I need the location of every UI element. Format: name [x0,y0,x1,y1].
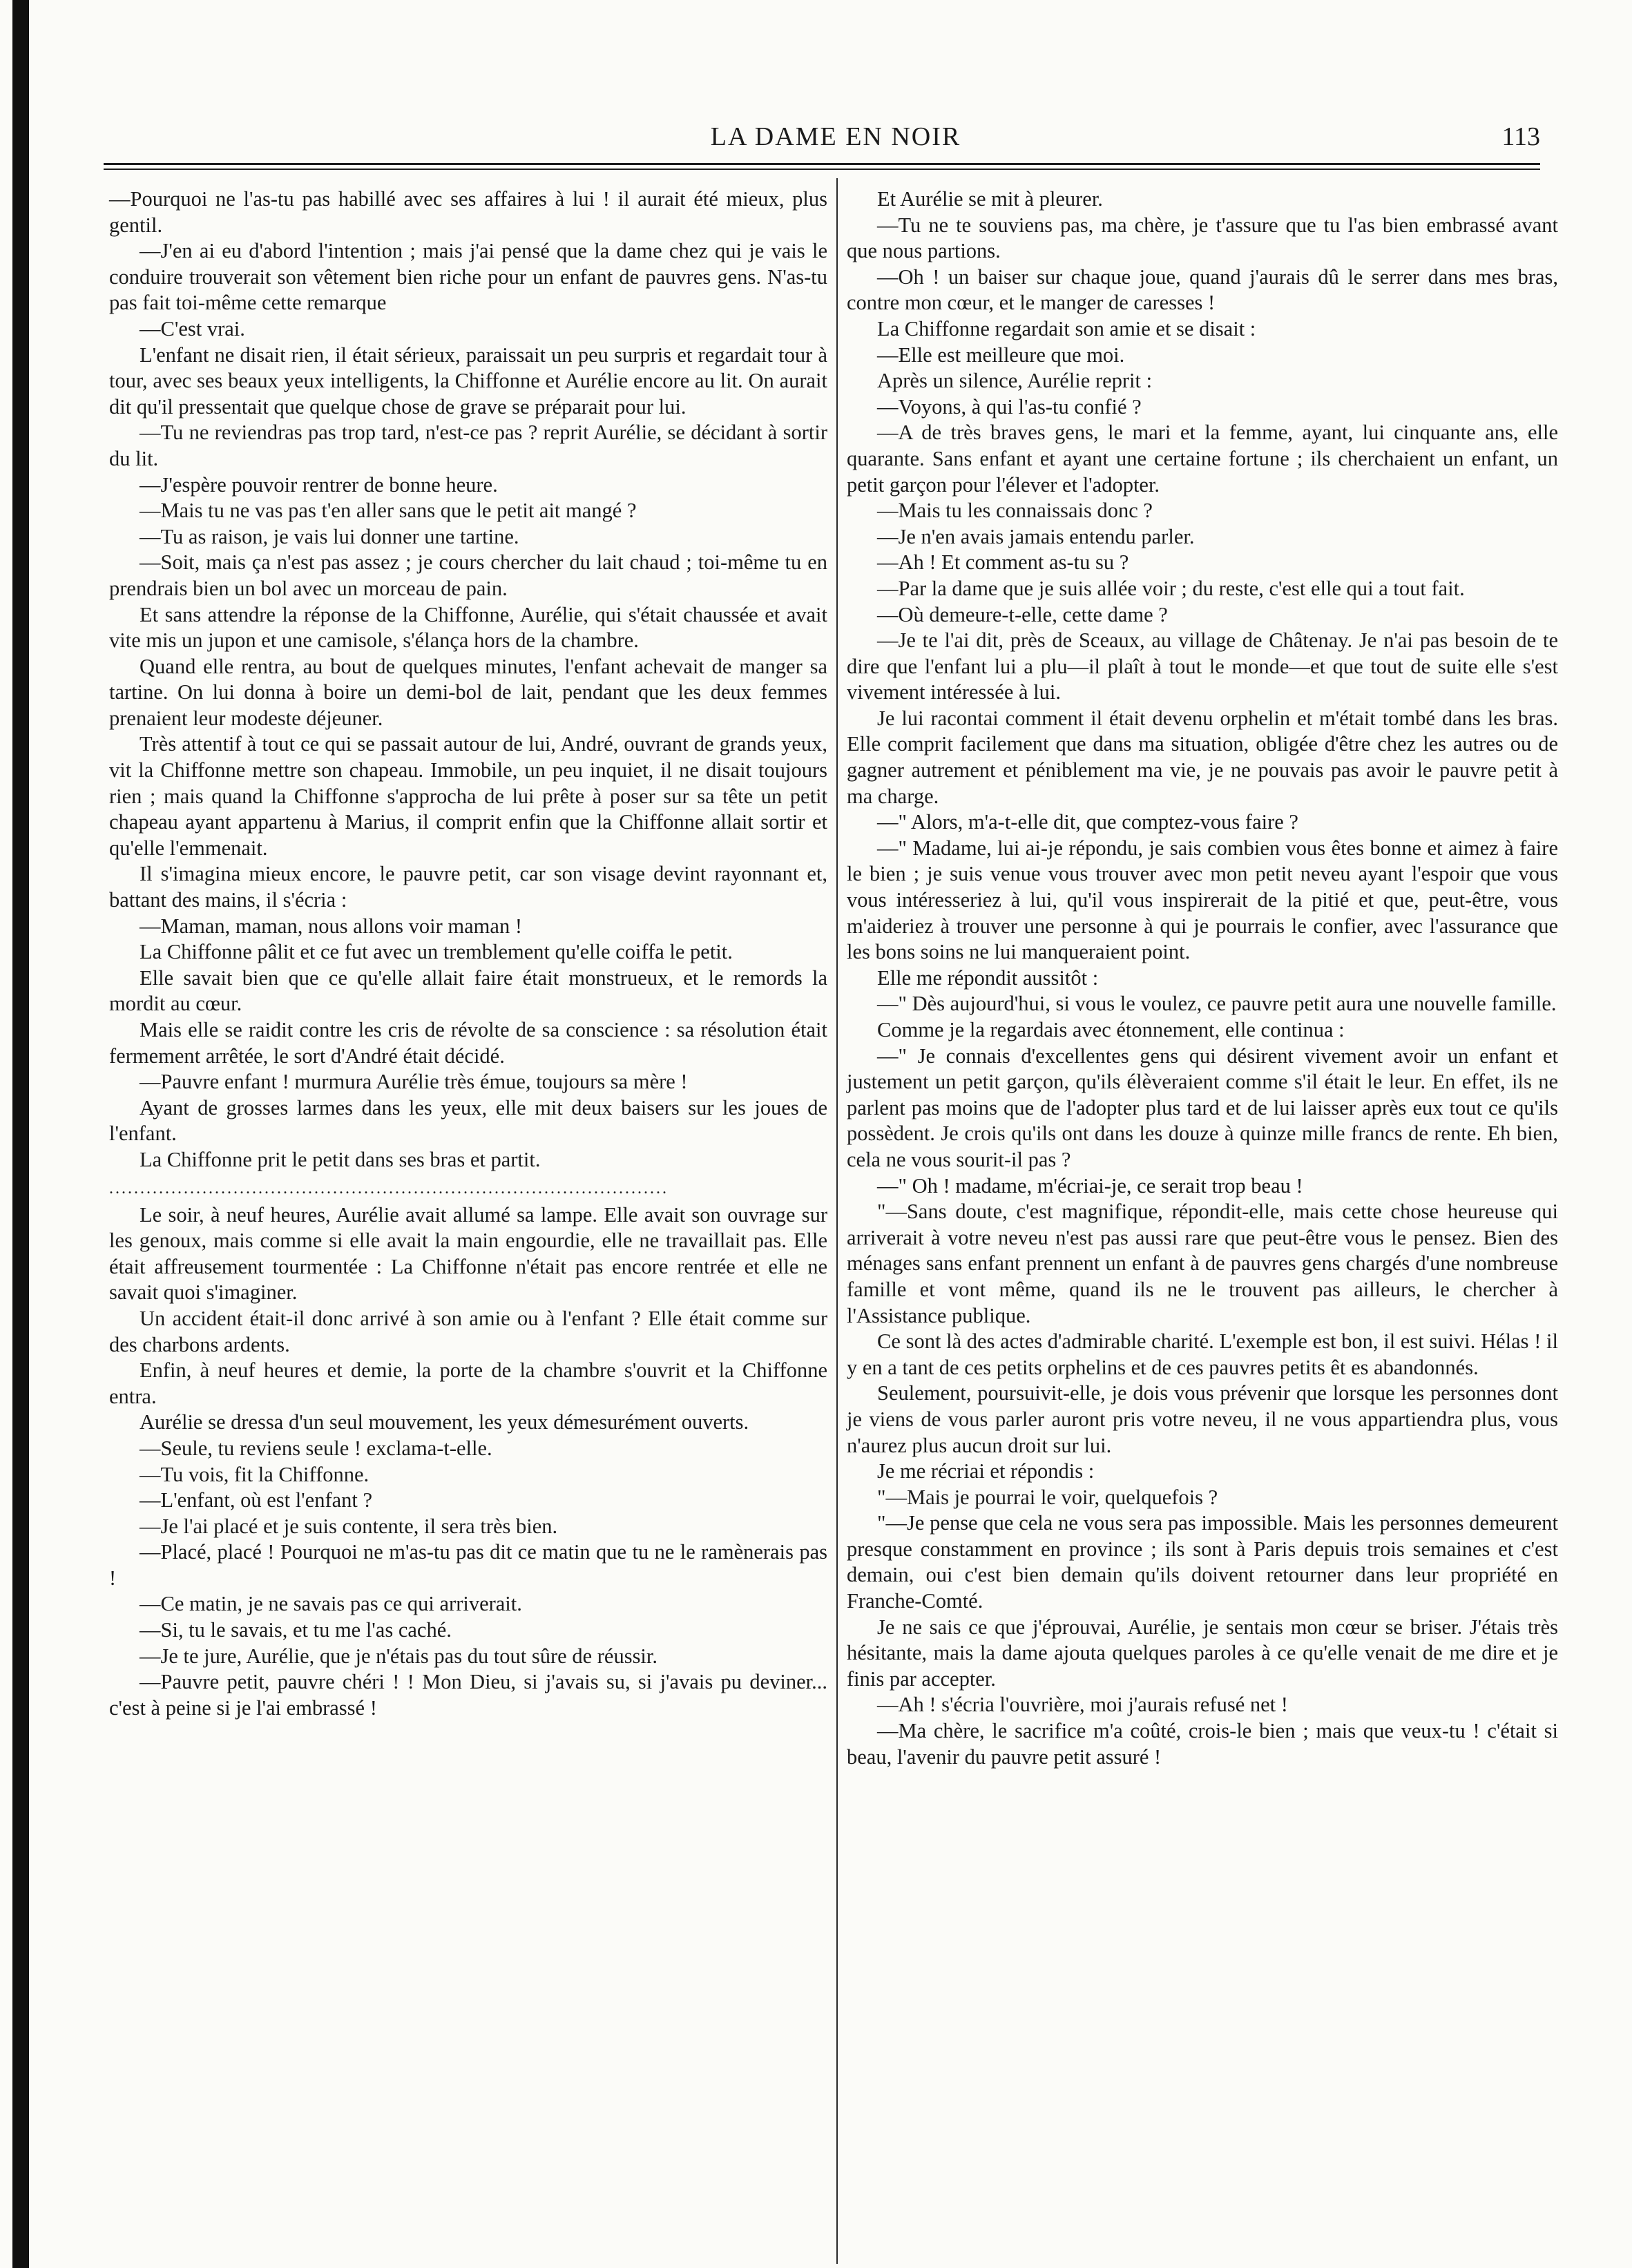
paragraph: —Je te jure, Aurélie, que je n'étais pas du tout sûre de réussir. [140,1644,658,1668]
paragraph: Le soir, à neuf heures, Aurélie avait allumé sa lampe. Elle avait son ouvrage sur les genoux, mais comme si elle avait la main engourdie, elle ne travaillait pas. Elle était affreusement tourmentée : La Chiffonne n'était pas encore rentrée et elle ne savait quoi s'imaginer. [109,1202,827,1305]
paragraph: —Mais tu ne vas pas t'en aller sans que le petit ait mangé ? [140,499,637,523]
paragraph: —Oh ! un baiser sur chaque joue, quand j'aurais dû le serrer dans mes bras, contre mon cœur, et le manger de caresses ! [847,265,1558,315]
left-column [109,186,827,1721]
paragraph: Enfin, à neuf heures et demie, la porte de la chambre s'ouvrit et la Chiffonne entra. [109,1358,827,1408]
paragraph: Seulement, poursuivit-elle, je dois vous prévenir que lorsque les personnes dont je viens de vous parler auront pris votre neveu, il ne vous appartiendra plus, vous n'aurez plus aucun droit sur lui. [847,1381,1558,1457]
paragraph: —Tu as raison, je vais lui donner une tartine. [140,524,519,548]
paragraph: Mais elle se raidit contre les cris de révolte de sa conscience : sa résolution était fermement arrêtée, le sort d'André était décidé. [109,1018,827,1068]
paragraph: La Chiffonne pâlit et ce fut avec un tremblement qu'elle coiffa le petit. [140,940,733,964]
right-column [847,186,1558,1770]
paragraph: Quand elle rentra, au bout de quelques minutes, l'enfant achevait de manger sa tartine. On lui donna à boire un demi-bol de lait, pendant que les deux femmes prenaient leur modeste déjeuner. [109,654,827,730]
paragraph: —Tu vois, fit la Chiffonne. [140,1462,369,1486]
paragraph: —" Je connais d'excellentes gens qui désirent vivement avoir un enfant et justement un petit garçon, qu'ils élèveraient comme s'il était le leur. En effet, ils ne parlent pas moins que de l'adopter plus tard et de lui laisser après eux tout ce qu'ils possèdent. Je crois qu'ils ont dans les douze à quinze mille francs de rente. Eh bien, cela ne vous sourit-il pas ? [847,1044,1558,1171]
paragraph: —Ce matin, je ne savais pas ce qui arriverait. [140,1592,522,1616]
paragraph: —Placé, placé ! Pourquoi ne m'as-tu pas dit ce matin que tu ne le ramènerais pas ! [109,1540,827,1590]
paragraph: —Ah ! s'écria l'ouvrière, moi j'aurais refusé net ! [877,1693,1288,1717]
paragraph: Je lui racontai comment il était devenu orphelin et m'était tombé dans les bras. Elle comprit facilement que dans ma situation, obligée d'être chez les autres ou de gagner autrement et péniblement ma vie, je ne pouvais pas avoir le pauvre petit à ma charge. [847,706,1558,808]
paragraph: —Mais tu les connaissais donc ? [877,499,1153,523]
section-separator: .......................................................................................... [109,1180,669,1197]
paragraph: —" Alors, m'a-t-elle dit, que comptez-vous faire ? [877,810,1298,834]
paragraph: "—Sans doute, c'est magnifique, répondit-elle, mais cette chose heureuse qui arriverait à votre neveu n'est pas aussi rare que peut-être vous le pensez. Bien des ménages sans enfant prennent un enfant à de pauvres gens chargés d'une nombreuse famille et vont même, quand ils ne le trouvent pas ailleurs, le chercher à l'Assistance publique. [847,1200,1558,1327]
paragraph: —Tu ne te souviens pas, ma chère, je t'assure que tu l'as bien embrassé avant que nous partions. [847,213,1558,263]
paragraph: —C'est vrai. [140,316,245,340]
paragraph: "—Mais je pourrai le voir, quelquefois ? [877,1485,1218,1509]
paragraph: —A de très braves gens, le mari et la femme, ayant, lui cinquante ans, elle quarante. Sans enfant et ayant une certaine fortune ; ils cherchaient un enfant, un petit garçon pour l'élever et l'adopter. [847,421,1558,497]
paragraph: Un accident était-il donc arrivé à son amie ou à l'enfant ? Elle était comme sur des charbons ardents. [109,1306,827,1356]
paragraph: —Je te l'ai dit, près de Sceaux, au village de Châtenay. Je n'ai pas besoin de te dire que l'enfant lui a plu—il plaît à tout le monde—et que tout de suite elle s'est vivement intéressée à lui. [847,628,1558,704]
paragraph: —" Dès aujourd'hui, si vous le voulez, ce pauvre petit aura une nouvelle famille. [877,992,1557,1016]
paragraph: Et sans attendre la réponse de la Chiffonne, Aurélie, qui s'était chaussée et avait vite mis un jupon et une camisole, s'élança hors de la chambre. [109,602,827,653]
paragraph: —Je n'en avais jamais entendu parler. [877,524,1195,548]
paragraph: —" Oh ! madame, m'écriai-je, ce serait trop beau ! [877,1173,1303,1198]
paragraph: —Elle est meilleure que moi. [877,343,1125,367]
paragraph: Ayant de grosses larmes dans les yeux, elle mit deux baisers sur les joues de l'enfant. [109,1095,827,1146]
paragraph: —Si, tu le savais, et tu me l'as caché. [140,1618,452,1642]
paragraph: —Pauvre enfant ! murmura Aurélie très émue, toujours sa mère ! [140,1070,688,1094]
paragraph: —Par la dame que je suis allée voir ; du reste, c'est elle qui a tout fait. [877,576,1465,600]
header-rule-top [104,163,1540,165]
paragraph: —J'espère pouvoir rentrer de bonne heure. [140,472,498,497]
paragraph: —Pourquoi ne l'as-tu pas habillé avec ses affaires à lui ! il aurait été mieux, plus gentil. [109,187,827,237]
paragraph: Aurélie se dressa d'un seul mouvement, les yeux démesurément ouverts. [140,1410,749,1434]
paragraph: —Ah ! Et comment as-tu su ? [877,550,1129,575]
paragraph: —Soit, mais ça n'est pas assez ; je cours chercher du lait chaud ; toi-même tu en prendrais bien un bol avec un morceau de pain. [109,550,827,600]
running-title: LA DAME EN NOIR [710,122,961,151]
paragraph: —J'en ai eu d'abord l'intention ; mais j'ai pensé que la dame chez qui je vais le conduire trouverait son vêtement bien riche pour un enfant de pauvres gens. N'as-tu pas fait toi-même cette remarque [109,239,827,315]
paragraph: Elle me répondit aussitôt : [877,965,1099,990]
paragraph: —Tu ne reviendras pas trop tard, n'est-ce pas ? reprit Aurélie, se décidant à sortir du lit. [109,421,827,470]
paragraph: —Je l'ai placé et je suis contente, il sera très bien. [140,1514,558,1538]
scan-edge-bar [12,0,29,2268]
column-divider [836,178,838,2264]
paragraph: "—Je pense que cela ne vous sera pas impossible. Mais les personnes demeurent presque constamment en province ; ils sont à Paris depuis trois semaines et c'est demain, oui c'est bien demain qu'ils doivent retourner dans leur propriété en Franche-Comté. [847,1511,1558,1613]
paragraph: Je ne sais ce que j'éprouvai, Aurélie, je sentais mon cœur se briser. J'étais très hésitante, mais la dame ajouta quelques paroles à ce qu'elle venait de me dire et je finis par accepter. [847,1615,1558,1691]
paragraph: Elle savait bien que ce qu'elle allait faire était monstrueux, et le remords la mordit au cœur. [109,965,827,1016]
paragraph: Comme je la regardais avec étonnement, elle continua : [877,1018,1345,1041]
paragraph: Très attentif à tout ce qui se passait autour de lui, André, ouvrant de grands yeux, vit la Chiffonne mettre son chapeau. Immobile, un peu inquiet, il ne disait toujours rien ; mais quand la Chiffonne s'approcha de lui prête à poser sur sa tête un petit chapeau ayant appartenu à Marius, il comprit enfin que la Chiffonne allait sortir et qu'elle l'emmenait. [109,732,827,860]
paragraph: —Où demeure-t-elle, cette dame ? [877,602,1168,626]
paragraph: Il s'imagina mieux encore, le pauvre petit, car son visage devint rayonnant et, battant des mains, il s'écria : [109,862,827,912]
paragraph: —Seule, tu reviens seule ! exclama-t-elle. [140,1436,492,1460]
paragraph: Après un silence, Aurélie reprit : [877,369,1153,393]
paragraph: —Maman, maman, nous allons voir maman ! [140,914,522,938]
paragraph: La Chiffonne prit le petit dans ses bras et partit. [140,1147,541,1171]
paragraph: —Voyons, à qui l'as-tu confié ? [877,394,1142,419]
paragraph: Et Aurélie se mit à pleurer. [877,187,1103,211]
paragraph: —" Madame, lui ai-je répondu, je sais combien vous êtes bonne et aimez à faire le bien ; je suis venue vous trouver avec mon petit neveu ayant l'espoir que vous vous intéresseriez à lui, qu'il vous inspirerait de la pitié et que, peut-être, vous m'aideriez à trouver une personne à qui je pourrais le confier, avec l'assurance que les bons soins ne lui manqueraient point. [847,836,1558,964]
paragraph: Je me récriai et répondis : [877,1459,1095,1483]
paragraph: —Ma chère, le sacrifice m'a coûté, crois-le bien ; mais que veux-tu ! c'était si beau, l'avenir du pauvre petit assuré ! [847,1719,1558,1769]
paragraph: L'enfant ne disait rien, il était sérieux, paraissait un peu surpris et regardait tour à tour, avec ses beaux yeux intelligents, la Chiffonne et Aurélie encore au lit. On aurait dit qu'il pressentait que quelque chose de grave se préparait pour lui. [109,343,827,419]
paragraph: —L'enfant, où est l'enfant ? [140,1488,373,1512]
paragraph: La Chiffonne regardait son amie et se disait : [877,316,1256,340]
header-rule-bottom [104,169,1540,170]
paragraph: Ce sont là des actes d'admirable charité. L'exemple est bon, il est suivi. Hélas ! il y en a tant de ces petits orphelins et de ces pauvres petits êt es abandonnés. [847,1329,1558,1379]
paragraph: —Pauvre petit, pauvre chéri ! ! Mon Dieu, si j'avais su, si j'avais pu deviner... c'est à peine si je l'ai embrassé ! [109,1670,827,1720]
page-number: 113 [1501,122,1540,151]
